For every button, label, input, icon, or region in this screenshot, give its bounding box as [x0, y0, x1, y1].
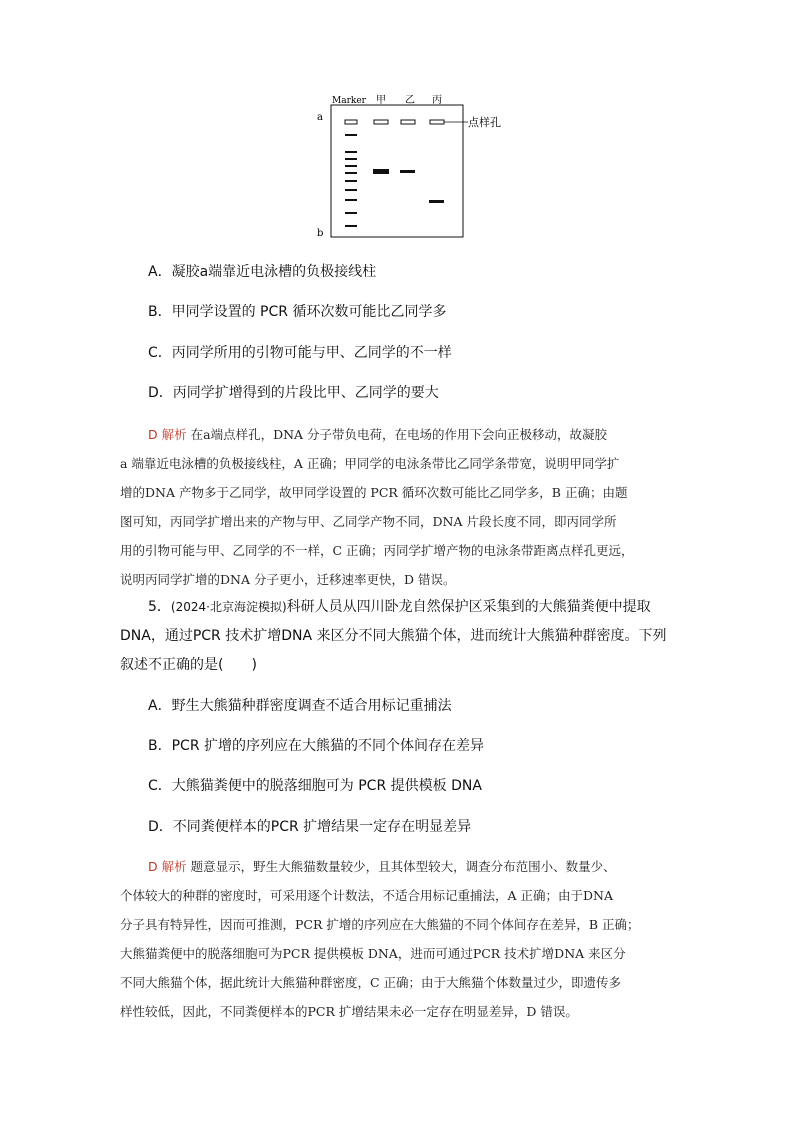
marker-band: [345, 151, 357, 153]
q5-analysis-line: 题意显示，野生大熊猫数量较少，且其体型较大，调查分布范围小、数量少、: [190, 859, 616, 874]
q5-analysis-line: 分子具有特异性，因而可推测，PCR 扩增的序列应在大熊猫的不同个体间存在差异，B 正确；: [120, 917, 640, 932]
well-jia: [374, 120, 388, 124]
marker-band: [345, 158, 357, 160]
gel-frame: [331, 105, 463, 237]
marker-band: [345, 134, 357, 136]
lane-label-bing: 丙: [432, 95, 442, 106]
well-marker: [345, 120, 357, 124]
marker-band: [345, 180, 357, 182]
band-yi: [400, 170, 415, 173]
q4-analysis-line: 图可知，丙同学扩增出来的产物与甲、乙同学产物不同，DNA 片段长度不同，即丙同学所: [120, 514, 617, 529]
q5-analysis: [120, 852, 680, 1026]
lane-label-jia: 甲: [376, 95, 386, 106]
gel-end-b: b: [317, 228, 324, 239]
gel-end-a: a: [317, 112, 323, 123]
band-jia: [373, 169, 389, 174]
q4-analysis-tag: 解析: [161, 427, 187, 442]
q4-analysis-line: 增的DNA 产物多于乙同学，故甲同学设置的 PCR 循环次数可能比乙同学多，B 正确；由题: [120, 485, 628, 500]
marker-band: [345, 212, 357, 214]
q4-analysis: [120, 420, 680, 594]
q4-option-a: A．凝胶a端靠近电泳槽的负极接线柱: [148, 264, 377, 280]
well-label: 点样孔: [468, 116, 501, 129]
q5-analysis-line: 个体较大的种群的密度时，可采用逐个计数法，不适合用标记重捕法，A 正确；由于DNA: [120, 888, 613, 903]
q4-answer-key: D: [148, 427, 158, 442]
q5-option-d: D．不同粪便样本的PCR 扩增结果一定存在明显差异: [148, 819, 472, 835]
marker-band: [345, 165, 357, 167]
q5-stem-line: 叙述不正确的是( ): [120, 657, 257, 673]
well-bing: [430, 120, 444, 124]
q5-source: (2024·北京海淀模拟): [170, 600, 287, 614]
q5-analysis-line: 大熊猫粪便中的脱落细胞可为PCR 提供模板 DNA，进而可通过PCR 技术扩增DNA 来区分: [120, 946, 626, 961]
q4-analysis-line: 说明丙同学扩增的DNA 分子更小，迁移速率更快，D 错误。: [120, 572, 456, 587]
q5-analysis-tag: 解析: [161, 859, 187, 874]
q5-stem: [120, 593, 680, 680]
q4-option-d: D．丙同学扩增得到的片段比甲、乙同学的要大: [148, 385, 439, 401]
gel-electrophoresis-figure: [300, 88, 530, 240]
q5-option-c: C．大熊猫粪便中的脱落细胞可为 PCR 提供模板 DNA: [148, 778, 482, 794]
marker-band: [345, 225, 357, 227]
marker-band: [345, 189, 357, 191]
lane-label-yi: 乙: [405, 95, 415, 106]
q5-answer-key: D: [148, 859, 158, 874]
q5-option-a: A．野生大熊猫种群密度调查不适合用标记重捕法: [148, 698, 452, 714]
q4-option-c: C．丙同学所用的引物可能与甲、乙同学的不一样: [148, 345, 452, 361]
q5-option-b: B．PCR 扩增的序列应在大熊猫的不同个体间存在差异: [148, 738, 484, 754]
lane-label-marker: Marker: [332, 96, 366, 106]
marker-band: [345, 199, 357, 201]
q4-option-b: B．甲同学设置的 PCR 循环次数可能比乙同学多: [148, 304, 447, 320]
q5-stem-line: 科研人员从四川卧龙自然保护区采集到的大熊猫粪便中提取: [286, 599, 651, 615]
q4-analysis-line: 用的引物可能与甲、乙同学的不一样，C 正确；丙同学扩增产物的电泳条带距离点样孔更远，: [120, 543, 634, 558]
q5-stem-line: DNA，通过PCR 技术扩增DNA 来区分不同大熊猫个体，进而统计大熊猫种群密度。下列: [120, 628, 667, 644]
q5-analysis-line: 样性较低，因此，不同粪便样本的PCR 扩增结果未必一定存在明显差异，D 错误。: [120, 1004, 578, 1019]
marker-band: [345, 172, 357, 174]
q4-analysis-line: 在a端点样孔，DNA 分子带负电荷，在电场的作用下会向正极移动，故凝胶: [190, 427, 608, 442]
q4-analysis-line: a 端靠近电泳槽的负极接线柱，A 正确；甲同学的电泳条带比乙同学条带宽，说明甲同学扩: [120, 456, 620, 471]
well-yi: [401, 120, 415, 124]
q5-number: 5．: [148, 599, 171, 615]
q5-analysis-line: 不同大熊猫个体，据此统计大熊猫种群密度，C 正确；由于大熊猫个体数量过少，即遗传多: [120, 975, 622, 990]
band-bing: [429, 200, 444, 203]
